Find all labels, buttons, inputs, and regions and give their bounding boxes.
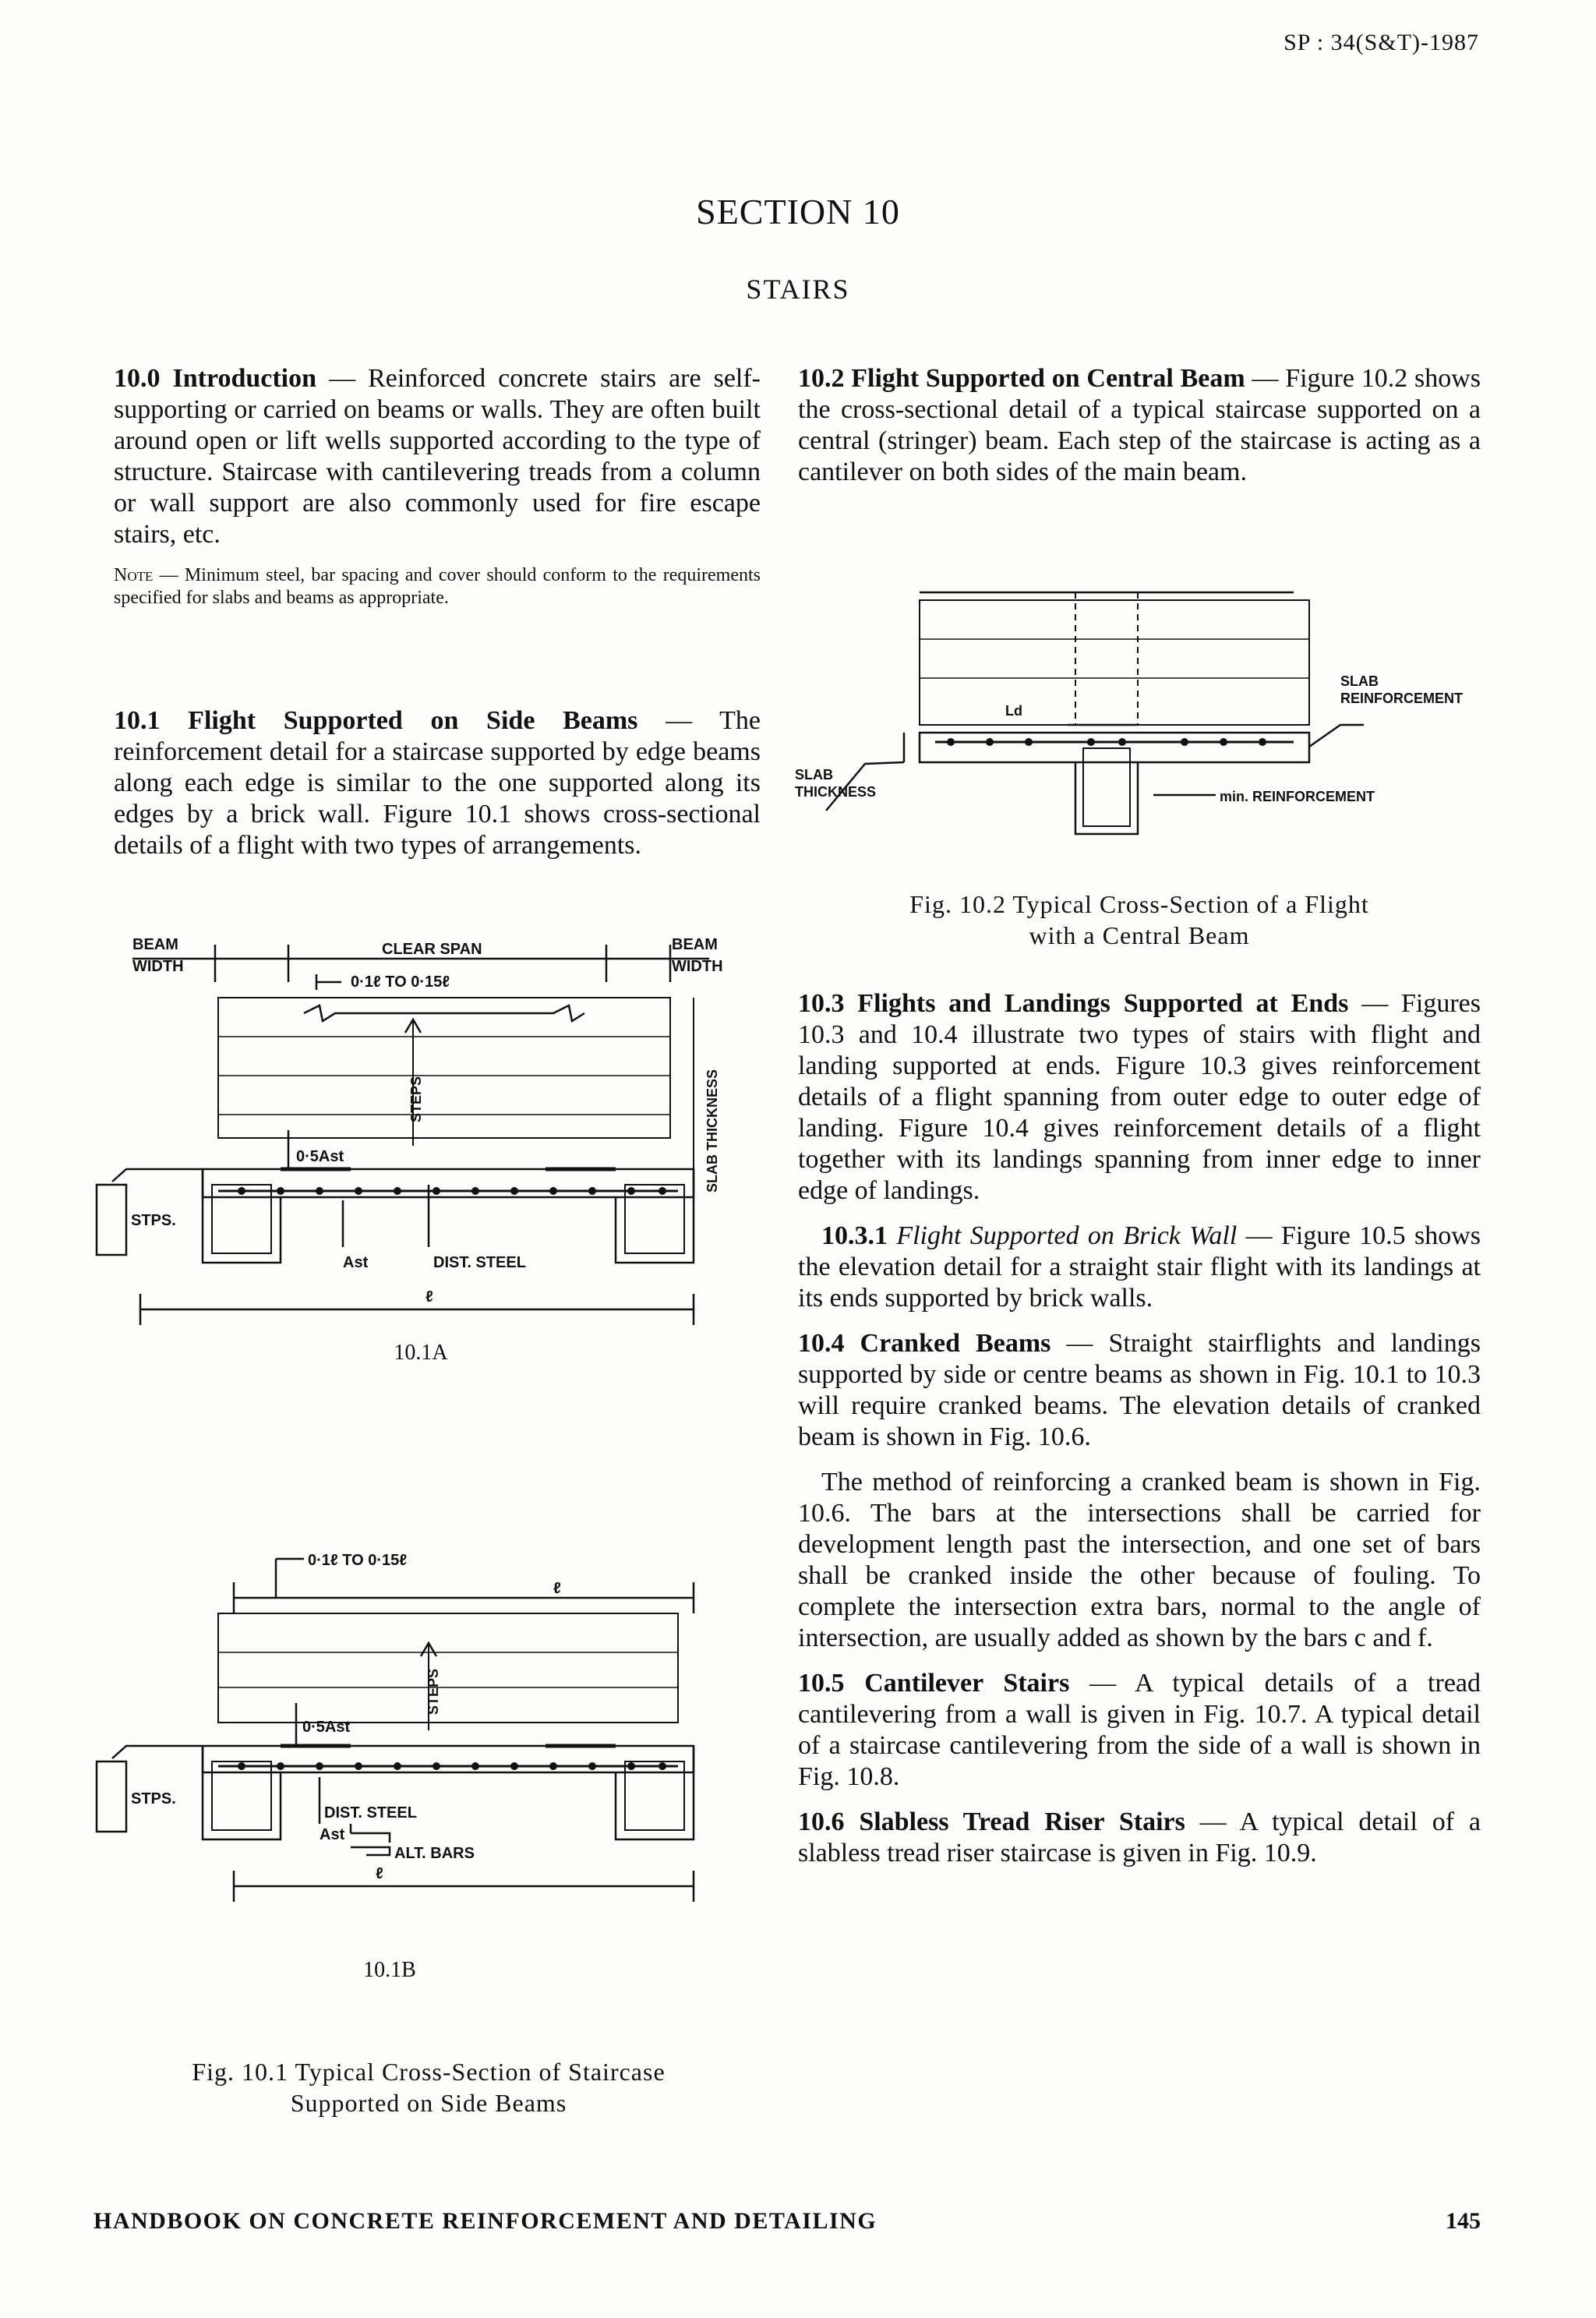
- heading-10-3: 10.3 Flights and Landings Supported at Ends: [798, 989, 1349, 1018]
- heading-10-1: 10.1 Flight Supported on Side Beams: [114, 706, 638, 735]
- label-slab-thick-2: THICKNESS: [795, 784, 877, 800]
- intro-text: — Reinforced concrete stairs are self-supporting or carried on beams or walls. They are often built around open or lift wells supported according to the type of structure. Staircase with cantilevering treads from a column or wall support are also commonly used for fire escape stairs, etc.: [114, 364, 761, 549]
- label-ast-b: Ast: [320, 1826, 345, 1843]
- label-range-b: 0·1ℓ TO 0·15ℓ: [308, 1552, 408, 1569]
- paragraph-10-3: [798, 988, 1481, 1207]
- paragraph-10-4-2: The method of reinforcing a cranked beam is shown in Fig. 10.6. The bars at the intersections shall be carried for development length past the intersection, and one set of bars shall be cranked inside the other because of fouling. To complete the intersection extra bars, normal to the angle of intersection, are usually added as shown by the bars c and f.: [798, 1468, 1481, 1652]
- paragraph-10-4: [798, 1328, 1481, 1453]
- caption-10-2-line2: with a Central Beam: [1029, 921, 1250, 949]
- heading-10-0: 10.0 Introduction: [114, 364, 317, 393]
- label-steps: STEPS: [408, 1076, 424, 1122]
- label-slab-thickness: SLAB THICKNESS: [704, 1069, 720, 1193]
- label-stps-b: STPS.: [131, 1790, 176, 1807]
- heading-10-5: 10.5 Cantilever Stairs: [798, 1669, 1070, 1698]
- heading-10-3-1-num: 10.3.1: [821, 1221, 888, 1250]
- label-alt-bars-b: ALT. BARS: [394, 1845, 475, 1862]
- paragraph-10-6: [798, 1807, 1481, 1869]
- s10-1-text: — The reinforcement detail for a staircase supported by edge beams along each edge is similar to the one supported along its edges by a brick wall. Figure 10.1 shows cross-sectional details of a flight with two types of arrangements.: [114, 706, 761, 860]
- s10-3-text: — Figures 10.3 and 10.4 illustrate two types of stairs with flight and landing supported at ends. Figure 10.3 gives reinforcement details of a flight spanning from outer edge to outer edge of landing. Figure 10.4 gives reinforcement details of a flight together with its landings spanning from inner edge to inner edge of landings.: [798, 989, 1481, 1205]
- paragraph-10-3-1: [798, 1221, 1481, 1314]
- figure-10-1a: [86, 935, 787, 1372]
- label-l-b: ℓ: [376, 1865, 383, 1882]
- label-width-left: WIDTH: [132, 958, 184, 975]
- label-min-reinf: min. REINFORCEMENT: [1220, 789, 1375, 804]
- label-slab-reinf-1: SLAB: [1340, 673, 1379, 689]
- s10-5-text: — A typical details of a tread cantilevering from a wall is given in Fig. 10.7. A typical detail of a staircase cantilevering from the side of a wall is shown in Fig. 10.8.: [798, 1669, 1481, 1791]
- figure-label-10-1b: 10.1B: [363, 1958, 416, 1982]
- s10-2-text: — Figure 10.2 shows the cross-sectional detail of a typical staircase supported on a central (stringer) beam. Each step of the staircase is acting as a cantilever on both sides of the main beam.: [798, 364, 1481, 486]
- label-half-ast: 0·5Ast: [296, 1148, 344, 1165]
- paragraph-10-0: [114, 363, 761, 550]
- section-title: SECTION 10: [696, 192, 900, 231]
- figure-10-2-caption: [798, 889, 1481, 951]
- running-header: SP : 34(S&T)-1987: [1284, 30, 1479, 55]
- note: [114, 564, 761, 610]
- label-steps-b: STEPS: [425, 1668, 441, 1715]
- right-column-10-3: [798, 988, 1481, 1883]
- label-stps: STPS.: [131, 1212, 176, 1229]
- label-ast: Ast: [343, 1254, 369, 1271]
- heading-10-4: 10.4 Cranked Beams: [798, 1329, 1051, 1358]
- label-slab-thick-1: SLAB: [795, 767, 833, 783]
- heading-10-3-1: Flight Supported on Brick Wall: [896, 1221, 1238, 1250]
- note-label: Note: [114, 565, 154, 585]
- left-column-10-1: [114, 705, 761, 875]
- s10-4-text: — Straight stairflights and landings supported by side or centre beams as shown in Fig. 10.1 to 10.3 will require cranked beams. The elevation details of cranked beam is shown in Fig. 10.6.: [798, 1329, 1481, 1451]
- left-column-intro: [114, 363, 761, 624]
- s10-6-text: — A typical detail of a slabless tread riser staircase is given in Fig. 10.9.: [798, 1807, 1481, 1867]
- heading-10-6: 10.6 Slabless Tread Riser Stairs: [798, 1807, 1185, 1836]
- label-half-ast-b: 0·5Ast: [302, 1719, 351, 1736]
- label-width-right: WIDTH: [672, 958, 723, 975]
- label-beam-left: BEAM: [132, 936, 178, 953]
- figure-10-1-caption: [86, 2056, 772, 2118]
- label-ld: Ld: [1005, 703, 1022, 719]
- paragraph-10-2: [798, 363, 1481, 488]
- paragraph-10-1: [114, 705, 761, 861]
- page-number: 145: [1446, 2208, 1481, 2234]
- label-range: 0·1ℓ TO 0·15ℓ: [351, 973, 450, 991]
- label-dist-steel-b: DIST. STEEL: [324, 1804, 417, 1822]
- label-slab-reinf-2: REINFORCEMENT: [1340, 691, 1463, 706]
- label-beam-right: BEAM: [672, 936, 718, 953]
- heading-10-2: 10.2 Flight Supported on Central Beam: [798, 364, 1245, 393]
- note-text: — Minimum steel, bar spacing and cover should conform to the requirements specified for slabs and beams as appropriate.: [114, 565, 761, 608]
- figure-10-1b: [86, 1528, 787, 1964]
- paragraph-10-5: [798, 1668, 1481, 1793]
- footer-title: HANDBOOK ON CONCRETE REINFORCEMENT AND DETAILING: [94, 2208, 877, 2234]
- section-subtitle: STAIRS: [746, 274, 850, 305]
- s10-3-1-text: — Figure 10.5 shows the elevation detail for a straight stair flight with its landings at its ends supported by brick walls.: [798, 1221, 1481, 1313]
- figure-label-10-1a: 10.1A: [394, 1341, 448, 1365]
- label-dist-steel: DIST. STEEL: [433, 1254, 526, 1271]
- right-column-10-2: [798, 363, 1481, 502]
- label-l-top-b: ℓ: [553, 1580, 561, 1597]
- figure-10-2: [795, 577, 1481, 873]
- label-clear-span: CLEAR SPAN: [382, 941, 482, 958]
- caption-10-1-line2: Supported on Side Beams: [290, 2089, 567, 2117]
- caption-10-2-line1: Fig. 10.2 Typical Cross-Section of a Flight: [909, 890, 1369, 918]
- caption-10-1-line1: Fig. 10.1 Typical Cross-Section of Staircase: [192, 2058, 666, 2086]
- label-l: ℓ: [425, 1288, 433, 1306]
